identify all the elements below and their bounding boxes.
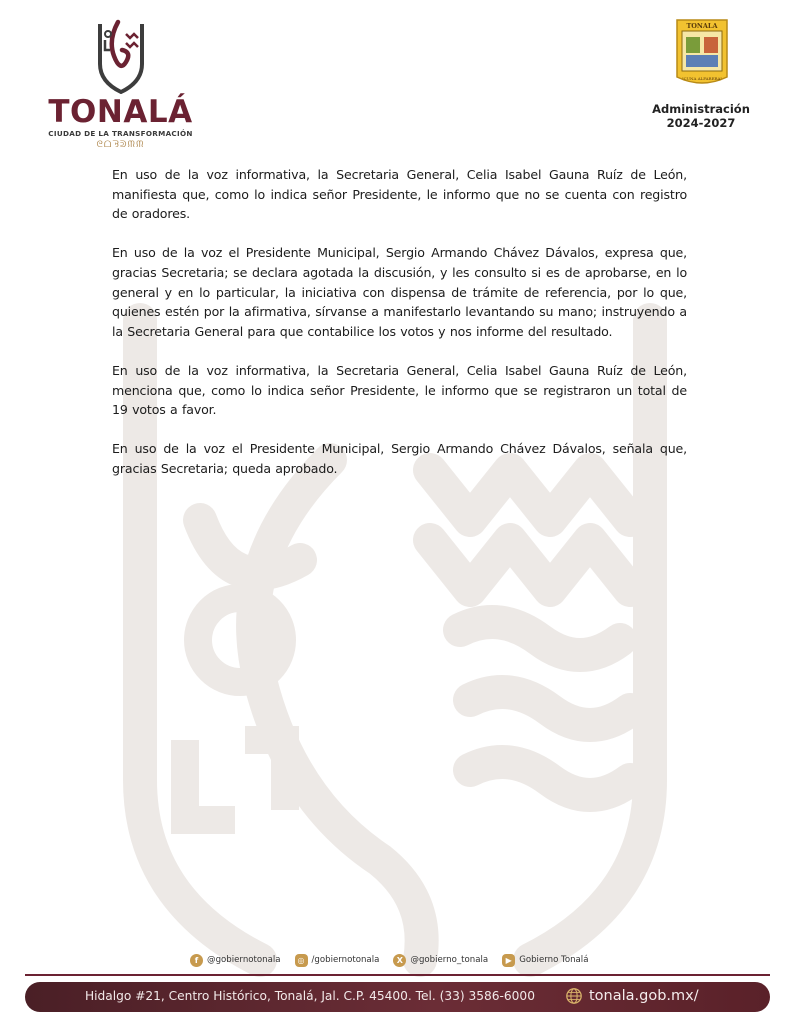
administration-title: Administración	[652, 102, 750, 116]
instagram-icon: ◎	[295, 954, 308, 967]
x-icon: X	[393, 954, 406, 967]
footer-address: Hidalgo #21, Centro Histórico, Tonalá, Jal. C.P. 45400. Tel. (33) 3586-6000	[85, 989, 535, 1003]
social-links	[190, 952, 630, 968]
instagram-link[interactable]	[295, 954, 380, 967]
instagram-handle: /gobiernotonala	[311, 955, 380, 965]
paragraph: En uso de la voz informativa, la Secretaria General, Celia Isabel Gauna Ruíz de León, manifiesta que, como lo indica señor Presidente, le informo que no se cuenta con registro de oradores.	[112, 167, 687, 222]
seal-bottom-text: "CUNA ALFARERA"	[681, 76, 723, 81]
brand-name: TONALÁ	[48, 94, 193, 130]
administration-period: 2024-2027	[666, 116, 736, 130]
document-body	[112, 165, 687, 498]
x-link[interactable]	[393, 954, 488, 967]
brand-glyphs: ᘓᗝᘋᕲᙏᙏ	[96, 140, 145, 150]
paragraph: En uso de la voz informativa, la Secretaria General, Celia Isabel Gauna Ruíz de León, menciona que, como lo indica señor Presidente, le informo que se registraron un total de 19 votos a favor.	[112, 362, 687, 418]
website-url: tonala.gob.mx/	[589, 988, 699, 1004]
footer-bar	[25, 982, 770, 1012]
administration-label	[640, 102, 762, 130]
youtube-icon: ▶	[502, 954, 515, 967]
seal-top-text: TONALA	[686, 22, 718, 30]
facebook-handle: @gobiernotonala	[207, 955, 281, 965]
municipal-seal-icon	[674, 17, 730, 87]
youtube-handle: Gobierno Tonalá	[519, 955, 589, 965]
facebook-icon: f	[190, 954, 203, 967]
emblem-icon	[96, 16, 146, 94]
brand-tagline: CIUDAD DE LA TRANSFORMACIÓN	[48, 129, 193, 138]
website-link[interactable]	[565, 987, 699, 1005]
footer-divider	[25, 974, 770, 976]
paragraph: En uso de la voz el Presidente Municipal, Sergio Armando Chávez Dávalos, señala que, gracias Secretaria; queda aprobado.	[112, 441, 687, 476]
globe-icon	[565, 987, 583, 1005]
paragraph: En uso de la voz el Presidente Municipal, Sergio Armando Chávez Dávalos, expresa que, gracias Secretaria; se declara agotada la discusión, y les consulto si es de aprobarse, en lo general y en lo particular, la iniciativa con dispensa de trámite de referencia, por lo que, quienes estén por la afirmativa, sírvanse a manifestarlo levantando su mano; instruyendo a la Secretaria General para que contabilice los votos y nos informe del resultado.	[112, 245, 687, 339]
facebook-link[interactable]	[190, 954, 281, 967]
youtube-link[interactable]	[502, 954, 588, 967]
x-handle: @gobierno_tonala	[410, 955, 489, 965]
tonala-logo	[38, 16, 203, 154]
